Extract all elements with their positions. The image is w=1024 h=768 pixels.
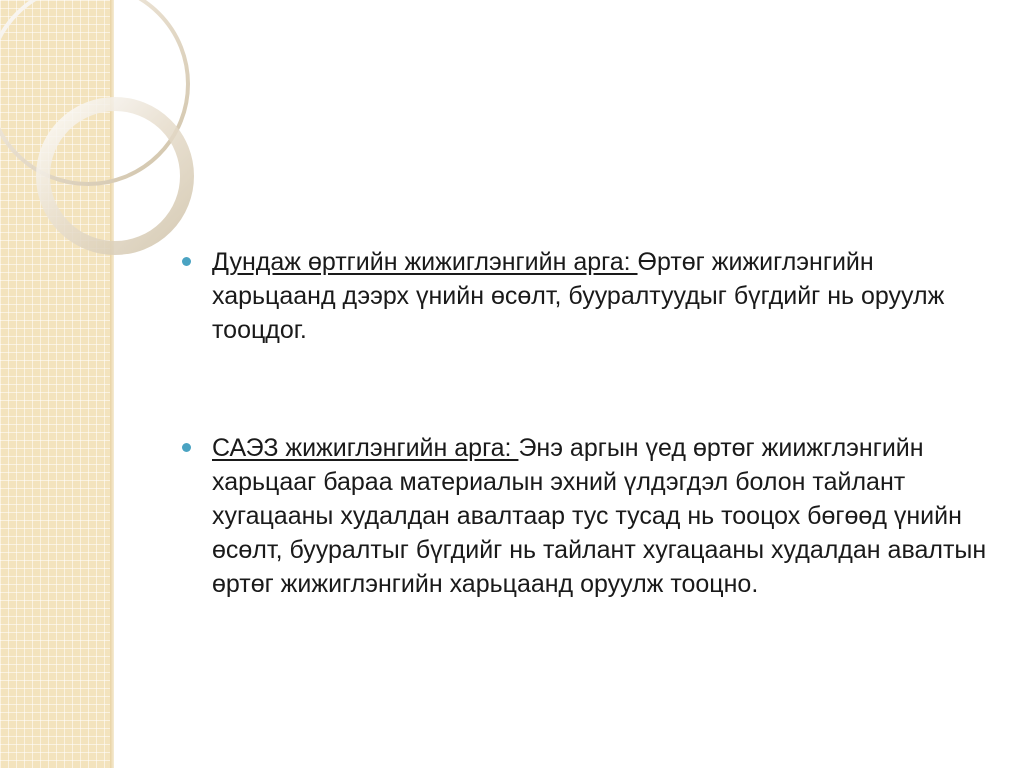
lower-ring	[43, 104, 187, 248]
bullet-dot-icon	[182, 443, 191, 452]
bullet-dot-icon	[182, 257, 191, 266]
bullet-heading: Дундаж өртгийн жижиглэнгийн арга:	[212, 248, 638, 276]
bullet-body: Өртөг жижиглэнгийн харьцаанд дээрх үнийн өсөлт, бууралтуудыг бүгдийг нь оруулж тооцдог.	[212, 248, 945, 344]
decorative-rings	[0, 0, 200, 260]
bullet-body: Энэ аргын үед өртөг жиижглэнгийн харьцааг бараа материалын эхний үлдэгдэл болон тайлант хугацааны худалдан авалтаар тус тусад нь тооцох бөгөөд үнийн өсөлт, бууралтыг бүгдийг нь тайлант хугацааны худалдан авалтын өртөг жижиглэнгийн харьцаанд оруулж тооцно.	[212, 434, 987, 598]
bullet-item	[178, 245, 998, 347]
bullet-heading: САЭЗ жижиглэнгийн арга:	[212, 434, 519, 462]
slide-content	[178, 245, 998, 601]
bullet-item	[178, 431, 998, 601]
upper-ring	[0, 0, 188, 184]
